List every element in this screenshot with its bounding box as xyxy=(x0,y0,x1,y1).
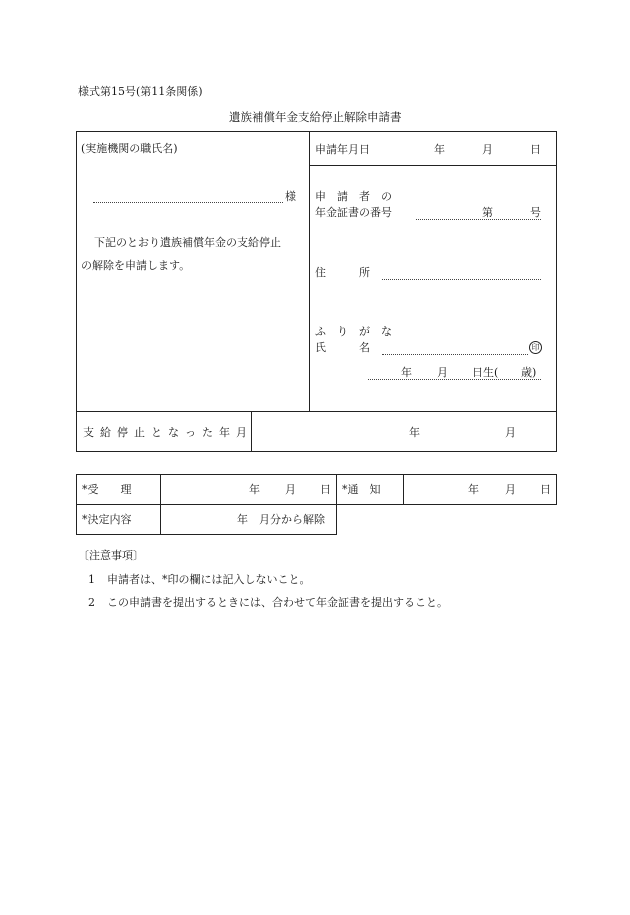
name-label: 氏 名 xyxy=(315,341,370,354)
request-text-line1: 下記のとおり遺族補償年金の支給停止 xyxy=(94,236,281,249)
notice-year-unit: 年 xyxy=(468,483,479,496)
form-title: 遺族補償年金支給停止解除申請書 xyxy=(229,110,402,124)
form-number: 様式第15号(第11条関係) xyxy=(78,85,203,98)
name-field[interactable] xyxy=(382,354,528,355)
date-label: 申請年月日 xyxy=(315,143,370,156)
furigana-label: ふ り が な xyxy=(315,325,392,338)
office-table-notice-divider xyxy=(403,474,404,505)
applicant-label-line2: 年金証書の番号 xyxy=(315,206,392,219)
note-2-text: この申請書を提出するときには、合わせて年金証書を提出すること。 xyxy=(107,596,448,609)
main-divider xyxy=(309,131,310,412)
date-month-unit: 月 xyxy=(482,143,493,156)
birth-month-unit: 月 xyxy=(437,366,448,379)
date-year-unit: 年 xyxy=(434,143,445,156)
birth-date-field[interactable] xyxy=(368,379,541,380)
decision-label: *決定内容 xyxy=(82,513,132,526)
office-table-mid xyxy=(76,504,557,505)
receipt-label: *受 理 xyxy=(82,483,132,496)
birth-day-unit: 日生( xyxy=(472,366,499,379)
notice-label: *通 知 xyxy=(342,483,381,496)
notes-heading: 〔注意事項〕 xyxy=(78,549,144,562)
office-table-left xyxy=(76,474,77,535)
seal-mark-icon: 印 xyxy=(529,341,542,354)
notice-day-unit: 日 xyxy=(540,483,551,496)
main-form-box xyxy=(76,131,557,452)
number-prefix: 第 xyxy=(482,206,493,219)
number-suffix: 号 xyxy=(530,206,541,219)
agency-name-field[interactable] xyxy=(93,202,283,203)
applicant-label-line1: 申 請 者 の xyxy=(315,190,392,203)
office-table-label-divider xyxy=(160,474,161,535)
office-table-bottom xyxy=(76,534,337,535)
date-day-unit: 日 xyxy=(530,143,541,156)
office-table-top xyxy=(76,474,557,475)
note-1-number: 1 xyxy=(88,573,95,586)
birth-year-unit: 年 xyxy=(401,366,412,379)
note-2-number: 2 xyxy=(88,596,95,609)
note-1-text: 申請者は、*印の欄には記入しないこと。 xyxy=(107,573,311,586)
office-table-right xyxy=(556,474,557,505)
age-unit: 歳) xyxy=(521,366,537,379)
address-label: 住 所 xyxy=(315,266,370,279)
suspension-month-unit: 月 xyxy=(505,426,516,439)
notice-month-unit: 月 xyxy=(505,483,516,496)
request-text-line2: の解除を申請します。 xyxy=(81,259,191,272)
suspension-label: 支給停止となった年月 xyxy=(83,426,253,439)
suspension-row-divider xyxy=(76,411,557,412)
decision-value: 年 月分から解除 xyxy=(237,513,325,526)
certificate-number-field[interactable] xyxy=(416,219,541,220)
honorific: 様 xyxy=(285,190,296,203)
agency-label: (実施機関の職氏名) xyxy=(81,142,178,155)
date-row-divider xyxy=(309,165,557,166)
receipt-month-unit: 月 xyxy=(285,483,296,496)
address-field[interactable] xyxy=(382,279,541,280)
suspension-year-unit: 年 xyxy=(409,426,420,439)
receipt-day-unit: 日 xyxy=(320,483,331,496)
receipt-year-unit: 年 xyxy=(249,483,260,496)
office-table-center-divider xyxy=(336,474,337,535)
